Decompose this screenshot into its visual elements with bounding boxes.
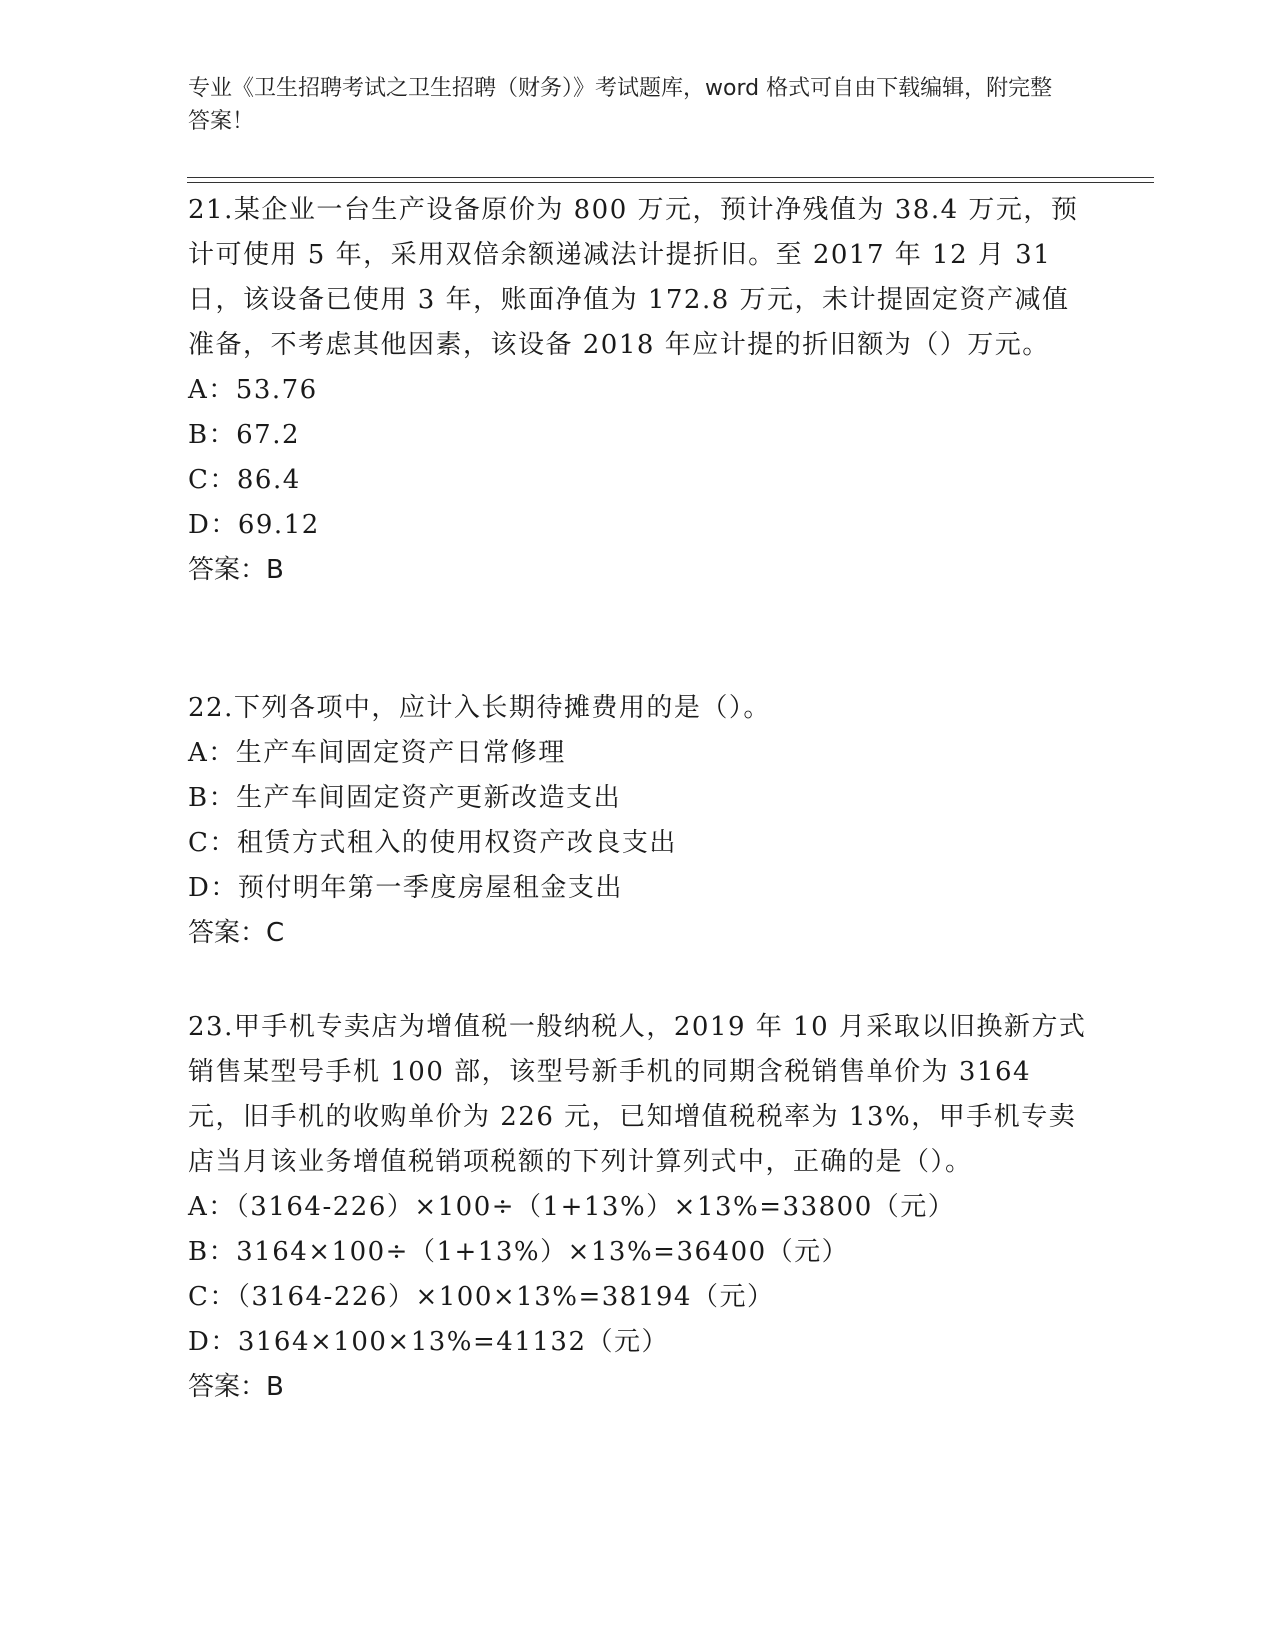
question-21 — [188, 188, 1088, 593]
option-a: A：53.76 — [188, 375, 318, 405]
question-stem: 23.甲手机专卖店为增值税一般纳税人，2019 年 10 月采取以旧换新方式销售某型号手机 100 部，该型号新手机的同期含税销售单价为 3164 元，旧手机的收购单价为 226 元，已知增值税税率为 13%，甲手机专卖店当月该业务增值税销项税额的下列计算列式中，正确的是（）。 — [188, 1012, 1087, 1177]
option-d: D：69.12 — [188, 510, 320, 540]
question-23 — [188, 1005, 1088, 1410]
option-b: B：3164×100÷（1+13%）×13%=36400（元） — [188, 1237, 850, 1267]
question-stem: 22.下列各项中，应计入长期待摊费用的是（）。 — [188, 693, 771, 723]
option-b: B：生产车间固定资产更新改造支出 — [188, 783, 622, 813]
question-stem: 21.某企业一台生产设备原价为 800 万元，预计净残值为 38.4 万元，预计可使用 5 年，采用双倍余额递减法计提折旧。至 2017 年 12 月 31 日，该设备已使用 3 年，账面净值为 172.8 万元，未计提固定资产减值准备，不考虑其他因素，该设备 2018 年应计提的折旧额为（）万元。 — [188, 195, 1079, 360]
answer-line: 答案：B — [188, 1372, 284, 1402]
answer-line: 答案：C — [188, 918, 285, 948]
option-c: C：86.4 — [188, 465, 301, 495]
option-d: D：预付明年第一季度房屋租金支出 — [188, 873, 623, 903]
option-c: C：（3164-226）×100×13%=38194（元） — [188, 1282, 775, 1312]
option-a: A：（3164-226）×100÷（1+13%）×13%=33800（元） — [188, 1192, 956, 1222]
document-header: 专业《卫生招聘考试之卫生招聘（财务）》考试题库，word 格式可自由下载编辑，附完整答案！ — [188, 76, 1053, 134]
option-d: D：3164×100×13%=41132（元） — [188, 1327, 669, 1357]
option-a: A：生产车间固定资产日常修理 — [188, 738, 566, 768]
header-rule-bottom — [187, 182, 1154, 183]
answer-line: 答案：B — [188, 555, 284, 585]
option-b: B：67.2 — [188, 420, 300, 450]
option-c: C：租赁方式租入的使用权资产改良支出 — [188, 828, 677, 858]
header-rule-top — [187, 177, 1154, 178]
question-22 — [188, 686, 1088, 956]
